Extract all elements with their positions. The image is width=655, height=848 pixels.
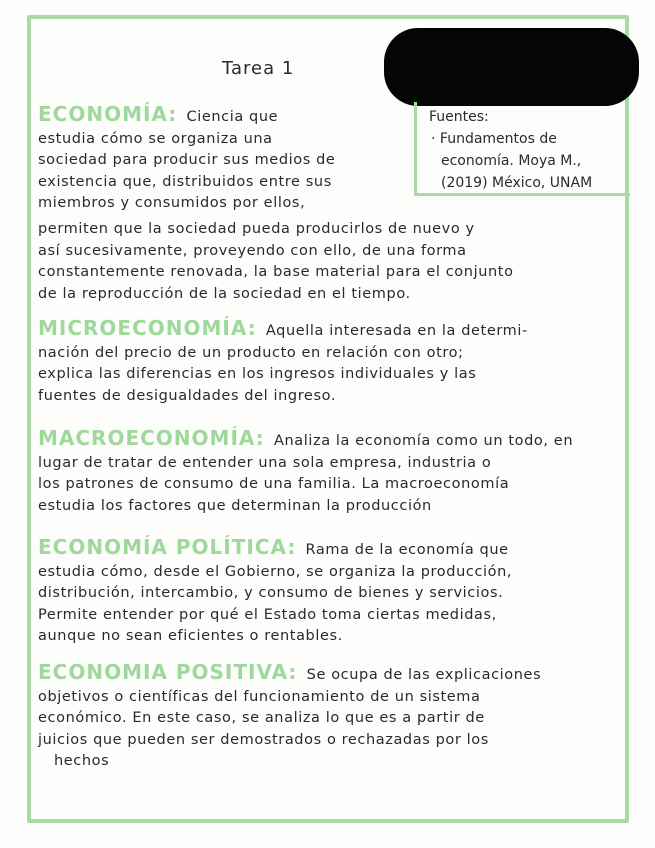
section-line: hechos: [54, 753, 110, 769]
section-line: de la reproducción de la sociedad en el tiempo.: [38, 285, 411, 302]
section-macroeconomia: [38, 428, 628, 517]
section-line: Analiza la economía como un todo, en: [273, 433, 574, 449]
section-economia-politica: [38, 537, 628, 648]
section-line: Permite entender por qué el Estado toma ciertas medidas,: [38, 606, 497, 623]
section-line: lugar de tratar de entender una sola empresa, industria o: [38, 454, 492, 471]
section-line: miembros y consumidos por ellos,: [38, 195, 306, 211]
source-line-3: (2019) México, UNAM: [441, 175, 593, 191]
section-economia-positiva: [38, 662, 628, 773]
term-macroeconomia: MACROECONOMÍA:: [38, 426, 265, 450]
section-line: nación del precio de un producto en relación con otro;: [38, 344, 464, 361]
sources-label: Fuentes:: [429, 109, 489, 125]
section-line: así sucesivamente, proveyendo con ello, de una forma: [38, 242, 467, 259]
section-line: permiten que la sociedad pueda producirlos de nuevo y: [38, 221, 475, 237]
section-line: fuentes de desigualdades del ingreso.: [38, 387, 337, 404]
section-line: Ciencia que: [186, 109, 279, 125]
section-line: sociedad para producir sus medios de: [38, 152, 336, 168]
term-economia-politica: ECONOMÍA POLÍTICA:: [38, 535, 297, 559]
section-economia-continued: [38, 219, 628, 305]
section-line: estudia cómo se organiza una: [38, 130, 273, 147]
section-line: estudia los factores que determinan la producción: [38, 497, 432, 514]
section-microeconomia: [38, 318, 628, 407]
sources-box: [414, 102, 630, 196]
source-bullet: ·: [431, 131, 436, 147]
section-line: explica las diferencias en los ingresos individuales y las: [38, 366, 477, 382]
term-microeconomia: MICROECONOMÍA:: [38, 316, 257, 340]
page-title: Tarea 1: [222, 58, 295, 79]
source-line-1: Fundamentos de: [439, 131, 557, 147]
section-line: económico. En este caso, se analiza lo que es a partir de: [38, 710, 485, 726]
redacted-name-box: [384, 28, 639, 106]
source-line-2: economía. Moya M.,: [441, 153, 582, 169]
section-line: distribución, intercambio, y consumo de bienes y servicios.: [38, 585, 504, 601]
section-economia: [38, 104, 413, 215]
section-line: Rama de la economía que: [305, 542, 509, 558]
section-line: estudia cómo, desde el Gobierno, se organiza la producción,: [38, 563, 513, 580]
section-line: juicios que pueden ser demostrados o rechazadas por los: [38, 731, 489, 748]
section-line: existencia que, distribuidos entre sus: [38, 173, 332, 190]
term-economia-positiva: ECONOMIA POSITIVA:: [38, 660, 298, 684]
section-line: objetivos o científicas del funcionamiento de un sistema: [38, 688, 481, 705]
section-line: constantemente renovada, la base material para el conjunto: [38, 264, 514, 280]
section-line: los patrones de consumo de una familia. La macroeconomía: [38, 476, 510, 492]
section-line: Se ocupa de las explicaciones: [306, 667, 542, 683]
section-line: Aquella interesada en la determi-: [265, 323, 528, 339]
term-economia: ECONOMÍA:: [38, 102, 178, 126]
section-line: aunque no sean eficientes o rentables.: [38, 628, 343, 644]
source-entry: [429, 128, 630, 150]
